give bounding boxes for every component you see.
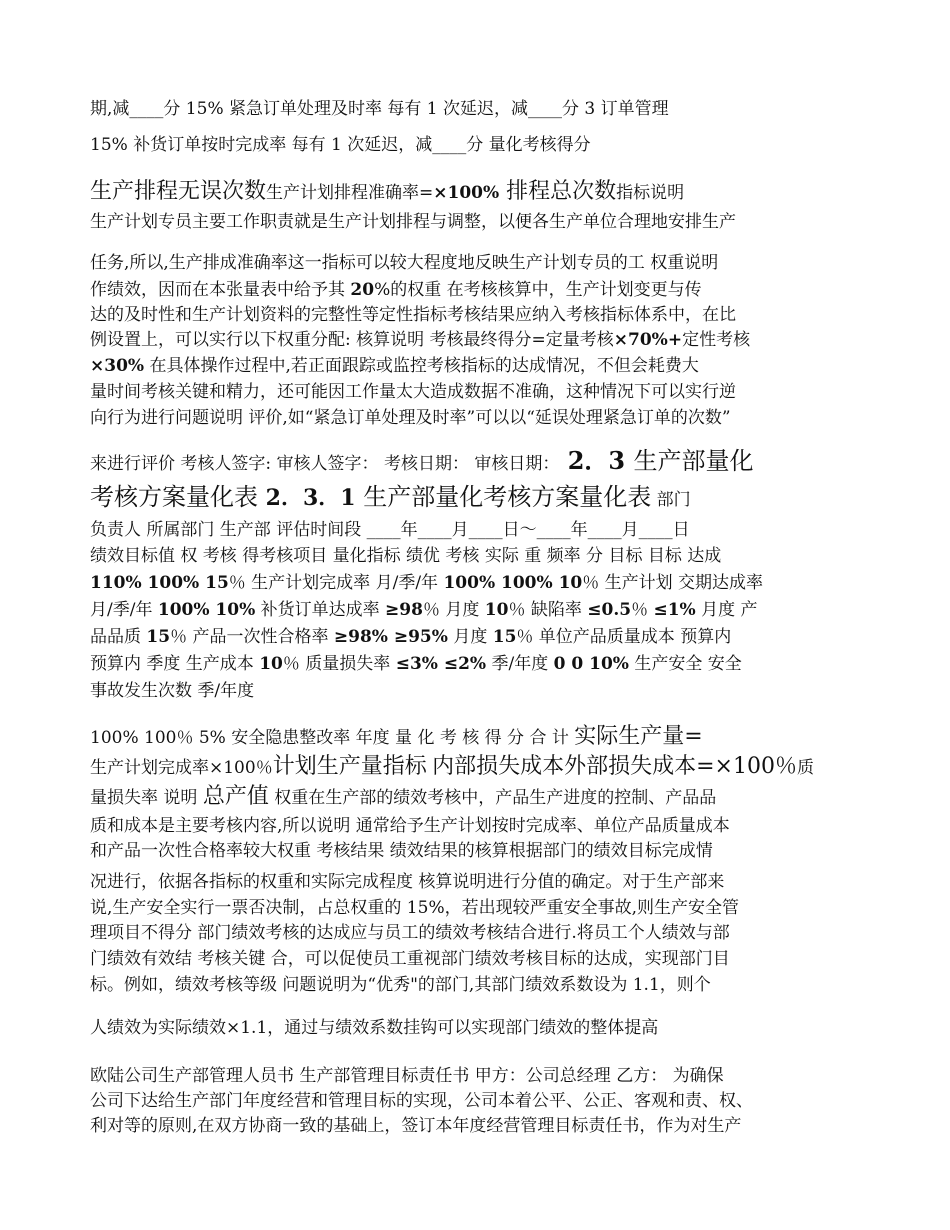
text-run: 110% 100% 15 xyxy=(90,573,229,593)
text-run: 向行为进行问题说明 评价,如“紧急订单处理及时率”可以以“延误处理紧急订单的次数” xyxy=(90,408,731,428)
text-line xyxy=(90,726,860,749)
text-run: 负责人 所属部门 生产部 评估时间段 ____年____月____日～____年____月____日 xyxy=(90,520,690,540)
text-run: 计划生产量指标 xyxy=(272,754,427,779)
text-line xyxy=(90,483,860,511)
text-run: 人绩效为实际绩效×1.1，通过与绩效系数挂钩可以实现部门绩效的整体提高 xyxy=(90,1018,659,1038)
text-run: 理项目不得分 部门绩效考核的达成应与员工的绩效考核结合进行.将员工个人绩效与部 xyxy=(90,923,730,943)
text-run: 补货订单达成率 xyxy=(255,600,386,620)
text-run: 达的及时性和生产计划资料的完整性等定性指标考核结果应纳入考核指标体系中，在比 xyxy=(90,305,736,325)
text-run: ×100% xyxy=(433,183,500,203)
text-line xyxy=(90,897,860,919)
text-run: 权重在生产部的绩效考核中，产品生产进度的控制、产品品 xyxy=(268,788,717,808)
text-run: 生产安全 安全 xyxy=(628,654,742,674)
text-line xyxy=(90,211,860,233)
text-line xyxy=(90,181,860,204)
text-run: 20 xyxy=(350,280,375,300)
text-run: ％ 缺陷率 xyxy=(508,600,588,620)
text-run: 生产部量化 xyxy=(633,447,754,475)
text-run: 指标说明 xyxy=(616,183,685,203)
text-run: 月/季/年 xyxy=(90,600,158,620)
text-run: 例设置上，可以实行以下权重分配: 核算说明 考核最终得分=定量考核 xyxy=(90,330,614,350)
text-run: 生产计划排程准确率= xyxy=(266,183,434,203)
text-run: ≤3% ≤2% xyxy=(395,654,487,674)
text-line xyxy=(90,545,860,567)
text-run: 生产计划完成率×100％ xyxy=(90,758,273,778)
text-run: ％ xyxy=(631,600,654,620)
text-line xyxy=(90,279,860,301)
text-run: ％ 质量损失率 xyxy=(282,654,396,674)
text-run: 考核方案量化表 xyxy=(90,483,258,511)
text-line xyxy=(90,1115,860,1137)
text-line xyxy=(90,252,860,274)
text-line xyxy=(90,355,860,377)
text-line xyxy=(90,626,860,648)
text-line xyxy=(90,381,860,403)
text-run: 100% 10% xyxy=(157,600,256,620)
text-run: 生产计划专员主要工作职责就是生产计划排程与调整，以便各生产单位合理地安排生产 xyxy=(90,212,736,232)
text-run: 说,生产安全实行一票否决制，占总权重的 15%，若出现较严重安全事故,则生产安全管 xyxy=(90,898,739,918)
text-run: 绩效目标值 权 考核 得考核项目 量化指标 绩优 考核 实际 重 频率 分 目标 目标 达成 xyxy=(90,546,722,566)
text-run: 预算内 季度 生产成本 xyxy=(90,654,260,674)
text-run: 100% 100% 10 xyxy=(443,573,583,593)
text-line xyxy=(90,948,860,970)
text-line xyxy=(90,519,860,541)
text-run: ％ 单位产品质量成本 预算内 xyxy=(516,627,732,647)
text-run: 月度 xyxy=(447,627,493,647)
text-line xyxy=(90,974,860,996)
text-run: 质和成本是主要考核内容,所以说明 通常给予生产计划按时完成率、单位产品质量成本 xyxy=(90,816,730,836)
text-run: 期,减____分 15% 紧急订单处理及时率 每有 1 次延迟，减____分 3 订单管理 xyxy=(90,99,669,119)
text-line xyxy=(90,786,860,809)
text-run: 2．3．1 xyxy=(258,485,364,511)
text-line xyxy=(90,1065,860,1087)
text-run: ％ 生产计划完成率 月/季/年 xyxy=(228,573,444,593)
text-run: 门绩效有效结 考核关键 合，可以促使员工重视部门绩效考核目标的达成，实现部门目 xyxy=(90,949,730,969)
text-run: ≤0.5 xyxy=(587,600,632,620)
text-run: 15 xyxy=(492,627,517,647)
text-run: 公司下达给生产部门年度经营和管理目标的实现，公司本着公平、公正、客观和责、权、 xyxy=(90,1091,753,1111)
text-run: 生产部量化考核方案量化表 xyxy=(363,483,652,511)
text-run: 季/年度 xyxy=(486,654,554,674)
text-line xyxy=(90,922,860,944)
text-run: ≥98 xyxy=(385,600,423,620)
text-run: 事故发生次数 季/年度 xyxy=(90,681,255,701)
text-run: 品品质 xyxy=(90,627,147,647)
text-run: 100% 100％ 5% 安全隐患整改率 年度 量 化 考 核 得 分 合 计 xyxy=(90,728,575,748)
text-run: 部门 xyxy=(651,490,691,510)
text-line xyxy=(90,871,860,893)
text-line xyxy=(90,815,860,837)
text-run: 和产品一次性合格率较大权重 考核结果 绩效结果的核算根据部门的绩效目标完成情 xyxy=(90,841,713,861)
text-run: 内部损失成本外部损失成本=×100％ xyxy=(432,754,797,779)
text-run: 任务,所以,生产排成准确率这一指标可以较大程度地反映生产计划专员的工 权重说明 xyxy=(90,253,719,273)
text-line xyxy=(90,407,860,429)
text-run: ％ 月度 xyxy=(422,600,485,620)
text-run: 况进行，依据各指标的权重和实际完成程度 核算说明进行分值的确定。对于生产部来 xyxy=(90,872,725,892)
text-line xyxy=(90,653,860,675)
text-run: ×30% xyxy=(90,356,145,376)
text-run: 生产排程无误次数 xyxy=(90,179,267,204)
text-line xyxy=(90,1090,860,1112)
text-run: ≥98% ≥95% xyxy=(333,627,448,647)
text-run: %的权重 在考核核算中，生产计划变更与传 xyxy=(374,280,702,300)
text-line xyxy=(90,1017,860,1039)
text-run: ％ 生产计划 交期达成率 xyxy=(582,573,764,593)
text-line xyxy=(90,304,860,326)
text-run: 作绩效，因而在本张量表中给予其 xyxy=(90,280,351,300)
text-run: 15 xyxy=(146,627,171,647)
text-line xyxy=(90,572,860,594)
text-run: 质 xyxy=(796,758,814,778)
text-run: 利对等的原则,在双方协商一致的基础上，签订本年度经营管理目标责任书，作为对生产 xyxy=(90,1116,742,1136)
text-run: 实际生产量= xyxy=(574,724,703,749)
text-run: 总产值 xyxy=(202,784,269,809)
text-run: 在具体操作过程中,若正面跟踪或监控考核指标的达成情况，不但会耗费大 xyxy=(144,356,699,376)
text-run: 2．3 xyxy=(559,446,634,475)
text-run: 量时间考核关键和精力，还可能因工作量太大造成数据不准确，这种情况下可以实行逆 xyxy=(90,382,736,402)
text-line xyxy=(90,756,860,779)
text-run: 标。例如，绩效考核等级 问题说明为“优秀"的部门,其部门绩效系数设为 1.1，则个 xyxy=(90,975,711,995)
text-line xyxy=(90,599,860,621)
text-run: 0 0 10% xyxy=(553,654,629,674)
text-run: 排程总次数 xyxy=(499,179,617,204)
text-line xyxy=(90,98,860,120)
text-line xyxy=(90,134,860,156)
text-line xyxy=(90,446,860,475)
text-run: 月度 产 xyxy=(695,600,758,620)
text-run: ×70%+ xyxy=(613,330,683,350)
text-run: 量损失率 说明 xyxy=(90,788,203,808)
text-run: 来进行评价 考核人签字: 审核人签字： 考核日期： 审核日期： xyxy=(90,454,560,474)
text-run: ％ 产品一次性合格率 xyxy=(170,627,334,647)
text-run: 10 xyxy=(484,600,509,620)
text-line xyxy=(90,680,860,702)
text-run: ≤1% xyxy=(653,600,696,620)
text-run: 15% 补货订单按时完成率 每有 1 次延迟，减____分 量化考核得分 xyxy=(90,135,591,155)
text-run: 10 xyxy=(259,654,283,674)
text-line xyxy=(90,329,860,351)
text-run: 欧陆公司生产部管理人员书 生产部管理目标责任书 甲方：公司总经理 乙方： 为确保 xyxy=(90,1066,724,1086)
text-line xyxy=(90,840,860,862)
text-run: 定性考核 xyxy=(682,330,751,350)
